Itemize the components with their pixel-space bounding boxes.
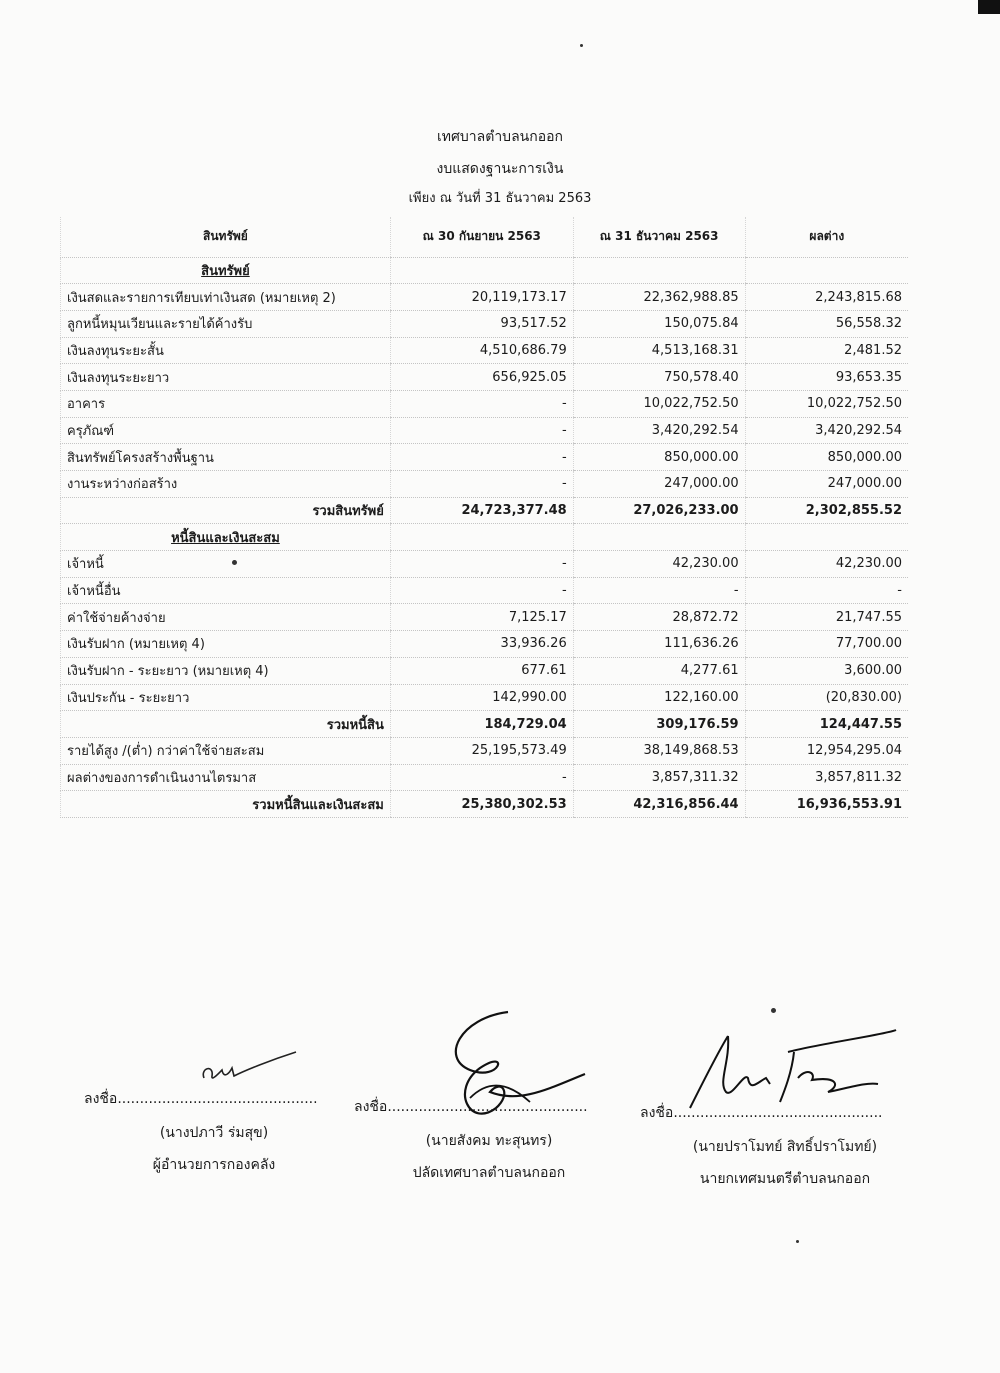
col-header-diff: ผลต่าง	[745, 217, 908, 257]
value-diff: -	[745, 577, 908, 604]
statement-title: งบแสดงฐานะการเงิน	[436, 161, 564, 177]
value-dec: 122,160.00	[573, 684, 745, 711]
total-diff: 124,447.55	[745, 711, 908, 738]
row-label: ครุภัณฑ์	[61, 417, 391, 444]
table-row	[61, 310, 909, 337]
row-label: เจ้าหนี้อื่น	[61, 577, 391, 604]
value-dec: 750,578.40	[573, 364, 745, 391]
value-sep: 677.61	[390, 657, 573, 684]
value-dec: 4,277.61	[573, 657, 745, 684]
table-row	[61, 364, 909, 391]
value-dec: 38,149,868.53	[573, 737, 745, 764]
row-label: ค่าใช้จ่ายค้างจ่าย	[61, 604, 391, 631]
total-dec: 27,026,233.00	[573, 497, 745, 524]
table-header-row	[61, 217, 909, 257]
signature-scribble-icon	[196, 1050, 306, 1090]
table-row	[61, 284, 909, 311]
value-diff: 10,022,752.50	[745, 390, 908, 417]
scan-speck	[771, 1008, 776, 1013]
row-label: อาคาร	[61, 390, 391, 417]
value-diff: 2,243,815.68	[745, 284, 908, 311]
total-dec: 42,316,856.44	[573, 791, 745, 818]
value-dec: 3,857,311.32	[573, 764, 745, 791]
total-diff: 2,302,855.52	[745, 497, 908, 524]
row-label: เงินลงทุนระยะสั้น	[61, 337, 391, 364]
value-diff: 850,000.00	[745, 444, 908, 471]
sign-line: ลงชื่อ...............................................	[640, 1105, 883, 1121]
signer-role: ผู้อำนวยการกองคลัง	[152, 1157, 276, 1173]
total-row-liabilities	[61, 711, 909, 738]
value-dec: 850,000.00	[573, 444, 745, 471]
row-label: เงินสดและรายการเทียบเท่าเงินสด (หมายเหตุ 2)	[61, 284, 391, 311]
row-label: เงินประกัน - ระยะยาว	[61, 684, 391, 711]
value-sep: -	[390, 417, 573, 444]
total-label: รวมหนี้สินและเงินสะสม	[61, 791, 391, 818]
value-diff: 21,747.55	[745, 604, 908, 631]
value-diff: 56,558.32	[745, 310, 908, 337]
signer-name: (นายสังคม ทะสุนทร)	[425, 1133, 553, 1149]
value-sep: 142,990.00	[390, 684, 573, 711]
total-label: รวมหนี้สิน	[61, 711, 391, 738]
sign-line: ลงชื่อ.............................................	[84, 1091, 318, 1107]
value-sep: 93,517.52	[390, 310, 573, 337]
row-label: เงินรับฝาก (หมายเหตุ 4)	[61, 631, 391, 658]
signer-role: ปลัดเทศบาลตำบลนกออก	[412, 1165, 566, 1181]
section-heading-assets: สินทรัพย์	[61, 257, 391, 284]
table-row	[61, 604, 909, 631]
signature-block-mayor	[640, 1102, 930, 1190]
table-row	[61, 764, 909, 791]
col-header-item: สินทรัพย์	[61, 217, 391, 257]
table-row	[61, 631, 909, 658]
signer-name: (นายปราโมทย์ สิทธิ์ปราโมทย์)	[692, 1139, 878, 1155]
value-diff: 42,230.00	[745, 551, 908, 578]
section-row-liabilities	[61, 524, 909, 551]
section-heading-liabilities: หนี้สินและเงินสะสม	[61, 524, 391, 551]
value-diff: (20,830.00)	[745, 684, 908, 711]
value-sep: -	[390, 764, 573, 791]
scan-speck	[796, 1240, 799, 1243]
value-dec: 42,230.00	[573, 551, 745, 578]
table-row	[61, 337, 909, 364]
value-sep: -	[390, 577, 573, 604]
table-row	[61, 657, 909, 684]
value-dec: 22,362,988.85	[573, 284, 745, 311]
grand-total-row	[61, 791, 909, 818]
table-row	[61, 684, 909, 711]
value-diff: 3,857,811.32	[745, 764, 908, 791]
value-dec: -	[573, 577, 745, 604]
value-diff: 93,653.35	[745, 364, 908, 391]
total-dec: 309,176.59	[573, 711, 745, 738]
value-sep: 656,925.05	[390, 364, 573, 391]
signature-block-finance	[84, 1088, 344, 1176]
value-dec: 150,075.84	[573, 310, 745, 337]
value-dec: 28,872.72	[573, 604, 745, 631]
org-name: เทศบาลตำบลนกออก	[437, 129, 563, 145]
row-label: เงินลงทุนระยะยาว	[61, 364, 391, 391]
col-header-sep: ณ 30 กันยายน 2563	[390, 217, 573, 257]
value-sep: -	[390, 551, 573, 578]
row-label: รายได้สูง /(ต่ำ) กว่าค่าใช้จ่ายสะสม	[61, 737, 391, 764]
value-sep: 25,195,573.49	[390, 737, 573, 764]
financial-position-table	[60, 217, 908, 818]
value-sep: -	[390, 390, 573, 417]
table-row	[61, 577, 909, 604]
table-row	[61, 417, 909, 444]
statement-date: เพียง ณ วันที่ 31 ธันวาคม 2563	[408, 191, 592, 206]
table-row	[61, 444, 909, 471]
value-diff: 2,481.52	[745, 337, 908, 364]
total-sep: 25,380,302.53	[390, 791, 573, 818]
value-dec: 247,000.00	[573, 471, 745, 498]
signer-name: (นางปภาวี ร่มสุข)	[159, 1125, 269, 1141]
value-sep: -	[390, 444, 573, 471]
scan-speck	[580, 44, 583, 47]
table-row	[61, 390, 909, 417]
total-label: รวมสินทรัพย์	[61, 497, 391, 524]
value-sep: 7,125.17	[390, 604, 573, 631]
total-diff: 16,936,553.91	[745, 791, 908, 818]
value-dec: 4,513,168.31	[573, 337, 745, 364]
value-sep: 20,119,173.17	[390, 284, 573, 311]
row-label: ผลต่างของการดำเนินงานไตรมาส	[61, 764, 391, 791]
row-label: เงินรับฝาก - ระยะยาว (หมายเหตุ 4)	[61, 657, 391, 684]
total-row-assets	[61, 497, 909, 524]
total-sep: 184,729.04	[390, 711, 573, 738]
scan-edge-mark	[978, 0, 1000, 14]
row-label: สินทรัพย์โครงสร้างพื้นฐาน	[61, 444, 391, 471]
table-row	[61, 471, 909, 498]
col-header-dec: ณ 31 ธันวาคม 2563	[573, 217, 745, 257]
table-row	[61, 551, 909, 578]
value-diff: 77,700.00	[745, 631, 908, 658]
row-label: เจ้าหนี้	[61, 551, 391, 578]
signer-role: นายกเทศมนตรีตำบลนกออก	[699, 1171, 871, 1187]
value-diff: 3,420,292.54	[745, 417, 908, 444]
value-diff: 247,000.00	[745, 471, 908, 498]
value-dec: 111,636.26	[573, 631, 745, 658]
value-diff: 3,600.00	[745, 657, 908, 684]
value-diff: 12,954,295.04	[745, 737, 908, 764]
value-dec: 10,022,752.50	[573, 390, 745, 417]
row-label: ลูกหนี้หมุนเวียนและรายได้ค้างรับ	[61, 310, 391, 337]
value-sep: -	[390, 471, 573, 498]
total-sep: 24,723,377.48	[390, 497, 573, 524]
value-sep: 33,936.26	[390, 631, 573, 658]
sign-line: ลงชื่อ.............................................	[354, 1099, 588, 1115]
table-row	[61, 737, 909, 764]
row-label: งานระหว่างก่อสร้าง	[61, 471, 391, 498]
signature-block-clerk	[354, 1096, 624, 1184]
value-dec: 3,420,292.54	[573, 417, 745, 444]
section-row-assets	[61, 257, 909, 284]
value-sep: 4,510,686.79	[390, 337, 573, 364]
